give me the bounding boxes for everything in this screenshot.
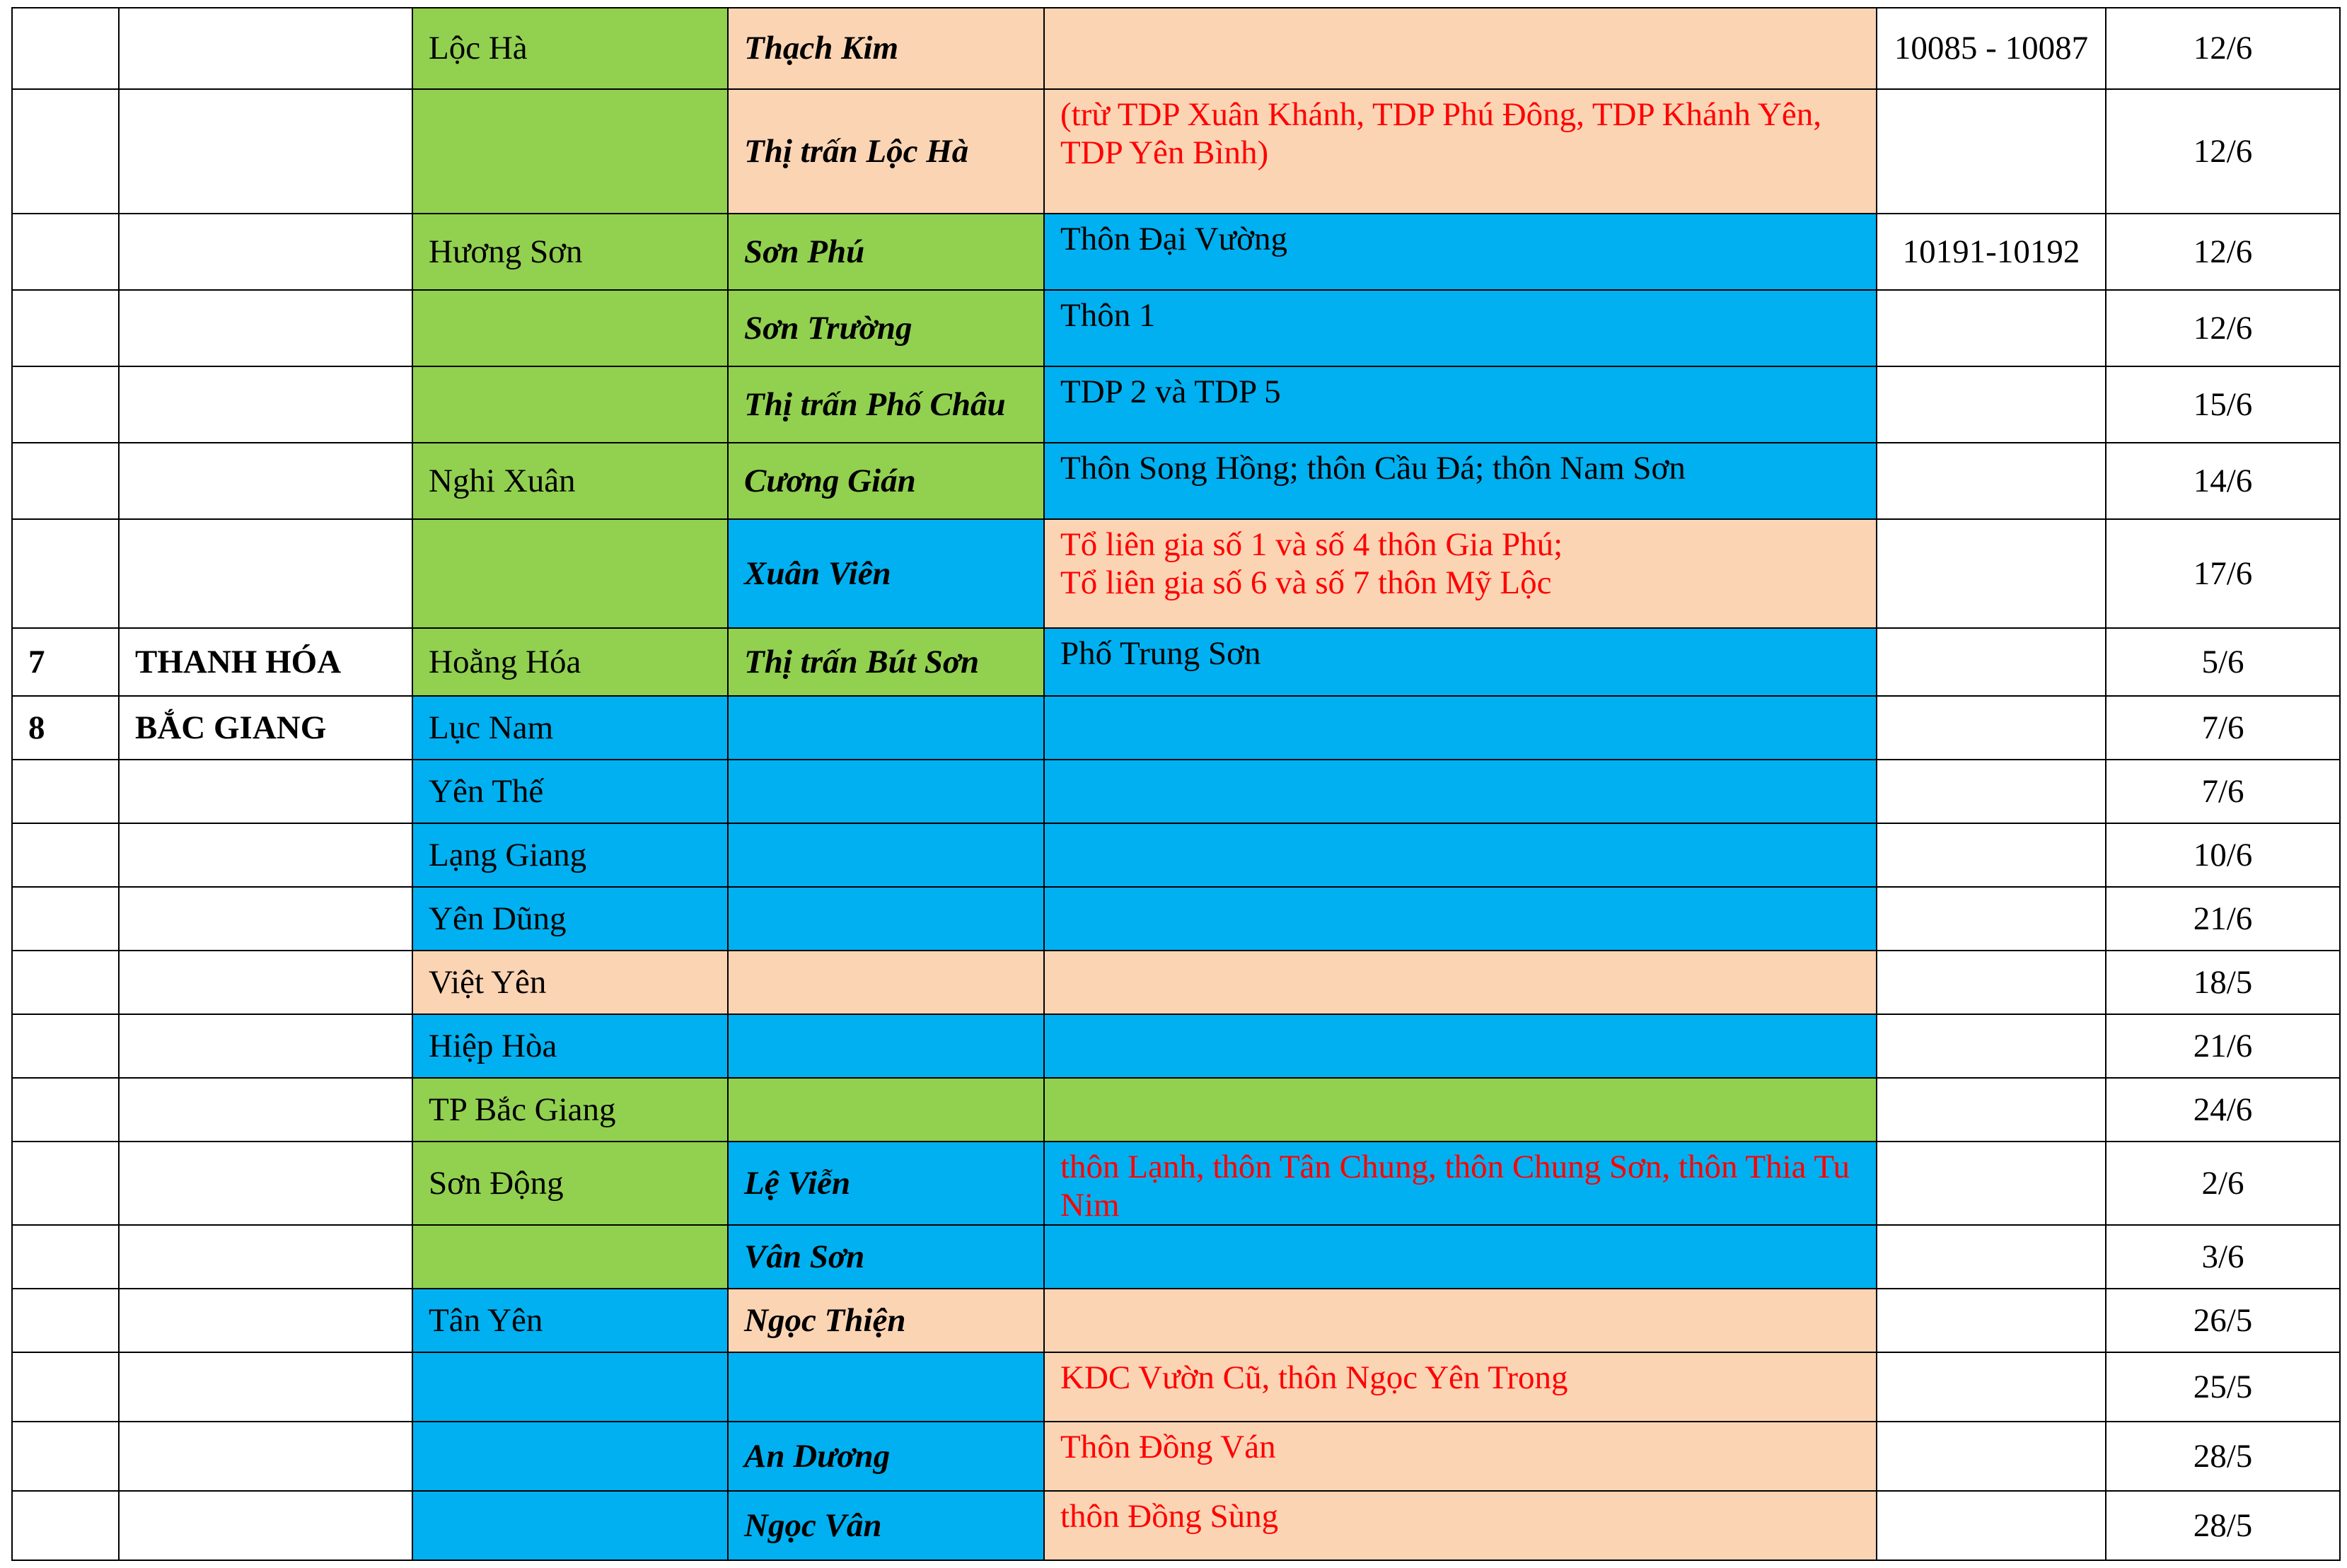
table-row xyxy=(12,1289,2340,1352)
detail-cell: thôn Lạnh, thôn Tân Chung, thôn Chung Sơn, thôn Thia Tu Nim xyxy=(1044,1142,1877,1225)
detail-cell xyxy=(1044,951,1877,1014)
area-cell xyxy=(728,1014,1044,1078)
area-cell: Thị trấn Phố Châu xyxy=(728,366,1044,443)
date-cell: 18/5 xyxy=(2106,951,2340,1014)
area-cell: Ngọc Vân xyxy=(728,1491,1044,1560)
date-cell: 7/6 xyxy=(2106,696,2340,760)
district-cell xyxy=(412,366,728,443)
province-cell xyxy=(119,1078,412,1142)
table-row xyxy=(12,628,2340,696)
area-cell: Thị trấn Lộc Hà xyxy=(728,89,1044,214)
date-cell: 3/6 xyxy=(2106,1225,2340,1289)
stt-cell xyxy=(12,823,119,887)
district-cell: Tân Yên xyxy=(412,1289,728,1352)
table-body xyxy=(12,8,2340,1560)
district-cell: Lạng Giang xyxy=(412,823,728,887)
detail-cell: Thôn Đồng Ván xyxy=(1044,1422,1877,1491)
area-cell xyxy=(728,1078,1044,1142)
table-row xyxy=(12,760,2340,823)
district-cell: Hoằng Hóa xyxy=(412,628,728,696)
province-cell: BẮC GIANG xyxy=(119,696,412,760)
area-cell: Ngọc Thiện xyxy=(728,1289,1044,1352)
patients-cell xyxy=(1877,290,2106,366)
date-cell: 7/6 xyxy=(2106,760,2340,823)
detail-cell xyxy=(1044,8,1877,89)
area-cell: Sơn Phú xyxy=(728,214,1044,290)
area-cell: Sơn Trường xyxy=(728,290,1044,366)
province-cell xyxy=(119,1225,412,1289)
table-row xyxy=(12,1078,2340,1142)
province-cell xyxy=(119,760,412,823)
detail-cell: Thôn 1 xyxy=(1044,290,1877,366)
date-cell: 12/6 xyxy=(2106,214,2340,290)
table-row xyxy=(12,1014,2340,1078)
stt-cell xyxy=(12,1289,119,1352)
district-cell xyxy=(412,1491,728,1560)
province-cell xyxy=(119,951,412,1014)
date-cell: 2/6 xyxy=(2106,1142,2340,1225)
area-cell: Xuân Viên xyxy=(728,519,1044,628)
table-row xyxy=(12,823,2340,887)
province-cell xyxy=(119,366,412,443)
patients-cell xyxy=(1877,823,2106,887)
patients-cell xyxy=(1877,366,2106,443)
table-row xyxy=(12,519,2340,628)
stt-cell xyxy=(12,887,119,951)
province-cell xyxy=(119,8,412,89)
detail-cell xyxy=(1044,696,1877,760)
date-cell: 14/6 xyxy=(2106,443,2340,519)
stt-cell xyxy=(12,1422,119,1491)
patients-cell xyxy=(1877,628,2106,696)
patients-cell xyxy=(1877,1289,2106,1352)
outbreak-areas-table xyxy=(11,7,2341,1561)
table-row xyxy=(12,290,2340,366)
area-cell: Thị trấn Bút Sơn xyxy=(728,628,1044,696)
district-cell: Hương Sơn xyxy=(412,214,728,290)
district-cell xyxy=(412,1225,728,1289)
province-cell xyxy=(119,887,412,951)
province-cell xyxy=(119,1422,412,1491)
district-cell: TP Bắc Giang xyxy=(412,1078,728,1142)
patients-cell xyxy=(1877,89,2106,214)
stt-cell xyxy=(12,1352,119,1422)
stt-cell xyxy=(12,1142,119,1225)
patients-cell xyxy=(1877,887,2106,951)
detail-cell xyxy=(1044,823,1877,887)
stt-cell xyxy=(12,366,119,443)
patients-cell: 10191-10192 xyxy=(1877,214,2106,290)
district-cell: Lộc Hà xyxy=(412,8,728,89)
table-row xyxy=(12,951,2340,1014)
province-cell xyxy=(119,823,412,887)
province-cell xyxy=(119,443,412,519)
table-row xyxy=(12,89,2340,214)
province-cell xyxy=(119,1014,412,1078)
date-cell: 28/5 xyxy=(2106,1491,2340,1560)
stt-cell xyxy=(12,8,119,89)
area-cell xyxy=(728,887,1044,951)
patients-cell xyxy=(1877,1014,2106,1078)
stt-cell xyxy=(12,1491,119,1560)
date-cell: 12/6 xyxy=(2106,89,2340,214)
detail-cell: (trừ TDP Xuân Khánh, TDP Phú Đông, TDP Khánh Yên, TDP Yên Bình) xyxy=(1044,89,1877,214)
province-cell xyxy=(119,89,412,214)
district-cell: Việt Yên xyxy=(412,951,728,1014)
detail-cell: thôn Đồng Sùng xyxy=(1044,1491,1877,1560)
date-cell: 10/6 xyxy=(2106,823,2340,887)
date-cell: 12/6 xyxy=(2106,290,2340,366)
table-row xyxy=(12,887,2340,951)
date-cell: 25/5 xyxy=(2106,1352,2340,1422)
district-cell: Nghi Xuân xyxy=(412,443,728,519)
area-cell xyxy=(728,760,1044,823)
detail-cell xyxy=(1044,1078,1877,1142)
table-row xyxy=(12,1491,2340,1560)
date-cell: 15/6 xyxy=(2106,366,2340,443)
patients-cell xyxy=(1877,1352,2106,1422)
table-row xyxy=(12,443,2340,519)
detail-cell: KDC Vườn Cũ, thôn Ngọc Yên Trong xyxy=(1044,1352,1877,1422)
date-cell: 17/6 xyxy=(2106,519,2340,628)
district-cell: Yên Thế xyxy=(412,760,728,823)
table-row xyxy=(12,1225,2340,1289)
district-cell: Hiệp Hòa xyxy=(412,1014,728,1078)
district-cell xyxy=(412,1422,728,1491)
stt-cell: 7 xyxy=(12,628,119,696)
patients-cell xyxy=(1877,519,2106,628)
date-cell: 21/6 xyxy=(2106,887,2340,951)
table-row xyxy=(12,1142,2340,1225)
stt-cell xyxy=(12,951,119,1014)
area-cell xyxy=(728,1352,1044,1422)
table-row xyxy=(12,1422,2340,1491)
detail-cell: Tổ liên gia số 1 và số 4 thôn Gia Phú; Tổ liên gia số 6 và số 7 thôn Mỹ Lộc xyxy=(1044,519,1877,628)
province-cell xyxy=(119,290,412,366)
province-cell xyxy=(119,519,412,628)
date-cell: 24/6 xyxy=(2106,1078,2340,1142)
district-cell xyxy=(412,290,728,366)
patients-cell xyxy=(1877,696,2106,760)
stt-cell xyxy=(12,1014,119,1078)
stt-cell xyxy=(12,519,119,628)
patients-cell: 10085 - 10087 xyxy=(1877,8,2106,89)
area-cell: Thạch Kim xyxy=(728,8,1044,89)
district-cell xyxy=(412,89,728,214)
area-cell: Cương Gián xyxy=(728,443,1044,519)
detail-cell: Thôn Đại Vường xyxy=(1044,214,1877,290)
detail-cell: Phố Trung Sơn xyxy=(1044,628,1877,696)
patients-cell xyxy=(1877,1225,2106,1289)
area-cell xyxy=(728,951,1044,1014)
patients-cell xyxy=(1877,1142,2106,1225)
detail-cell: TDP 2 và TDP 5 xyxy=(1044,366,1877,443)
table-row xyxy=(12,214,2340,290)
district-cell xyxy=(412,519,728,628)
district-cell xyxy=(412,1352,728,1422)
stt-cell xyxy=(12,760,119,823)
patients-cell xyxy=(1877,1078,2106,1142)
date-cell: 26/5 xyxy=(2106,1289,2340,1352)
date-cell: 28/5 xyxy=(2106,1422,2340,1491)
area-cell xyxy=(728,823,1044,887)
stt-cell xyxy=(12,1225,119,1289)
stt-cell xyxy=(12,89,119,214)
table-row xyxy=(12,696,2340,760)
table-row xyxy=(12,366,2340,443)
area-cell xyxy=(728,696,1044,760)
patients-cell xyxy=(1877,1491,2106,1560)
province-cell xyxy=(119,1352,412,1422)
detail-cell xyxy=(1044,1289,1877,1352)
district-cell: Yên Dũng xyxy=(412,887,728,951)
district-cell: Sơn Động xyxy=(412,1142,728,1225)
province-cell xyxy=(119,1289,412,1352)
patients-cell xyxy=(1877,951,2106,1014)
detail-cell xyxy=(1044,887,1877,951)
date-cell: 5/6 xyxy=(2106,628,2340,696)
table-row xyxy=(12,1352,2340,1422)
detail-cell xyxy=(1044,1225,1877,1289)
province-cell: THANH HÓA xyxy=(119,628,412,696)
patients-cell xyxy=(1877,1422,2106,1491)
date-cell: 21/6 xyxy=(2106,1014,2340,1078)
province-cell xyxy=(119,1142,412,1225)
district-cell: Lục Nam xyxy=(412,696,728,760)
detail-cell xyxy=(1044,1014,1877,1078)
patients-cell xyxy=(1877,760,2106,823)
stt-cell xyxy=(12,214,119,290)
stt-cell xyxy=(12,443,119,519)
area-cell: Vân Sơn xyxy=(728,1225,1044,1289)
table-row xyxy=(12,8,2340,89)
stt-cell xyxy=(12,1078,119,1142)
patients-cell xyxy=(1877,443,2106,519)
stt-cell: 8 xyxy=(12,696,119,760)
province-cell xyxy=(119,214,412,290)
date-cell: 12/6 xyxy=(2106,8,2340,89)
area-cell: Lệ Viễn xyxy=(728,1142,1044,1225)
detail-cell: Thôn Song Hồng; thôn Cầu Đá; thôn Nam Sơn xyxy=(1044,443,1877,519)
province-cell xyxy=(119,1491,412,1560)
area-cell: An Dương xyxy=(728,1422,1044,1491)
detail-cell xyxy=(1044,760,1877,823)
stt-cell xyxy=(12,290,119,366)
